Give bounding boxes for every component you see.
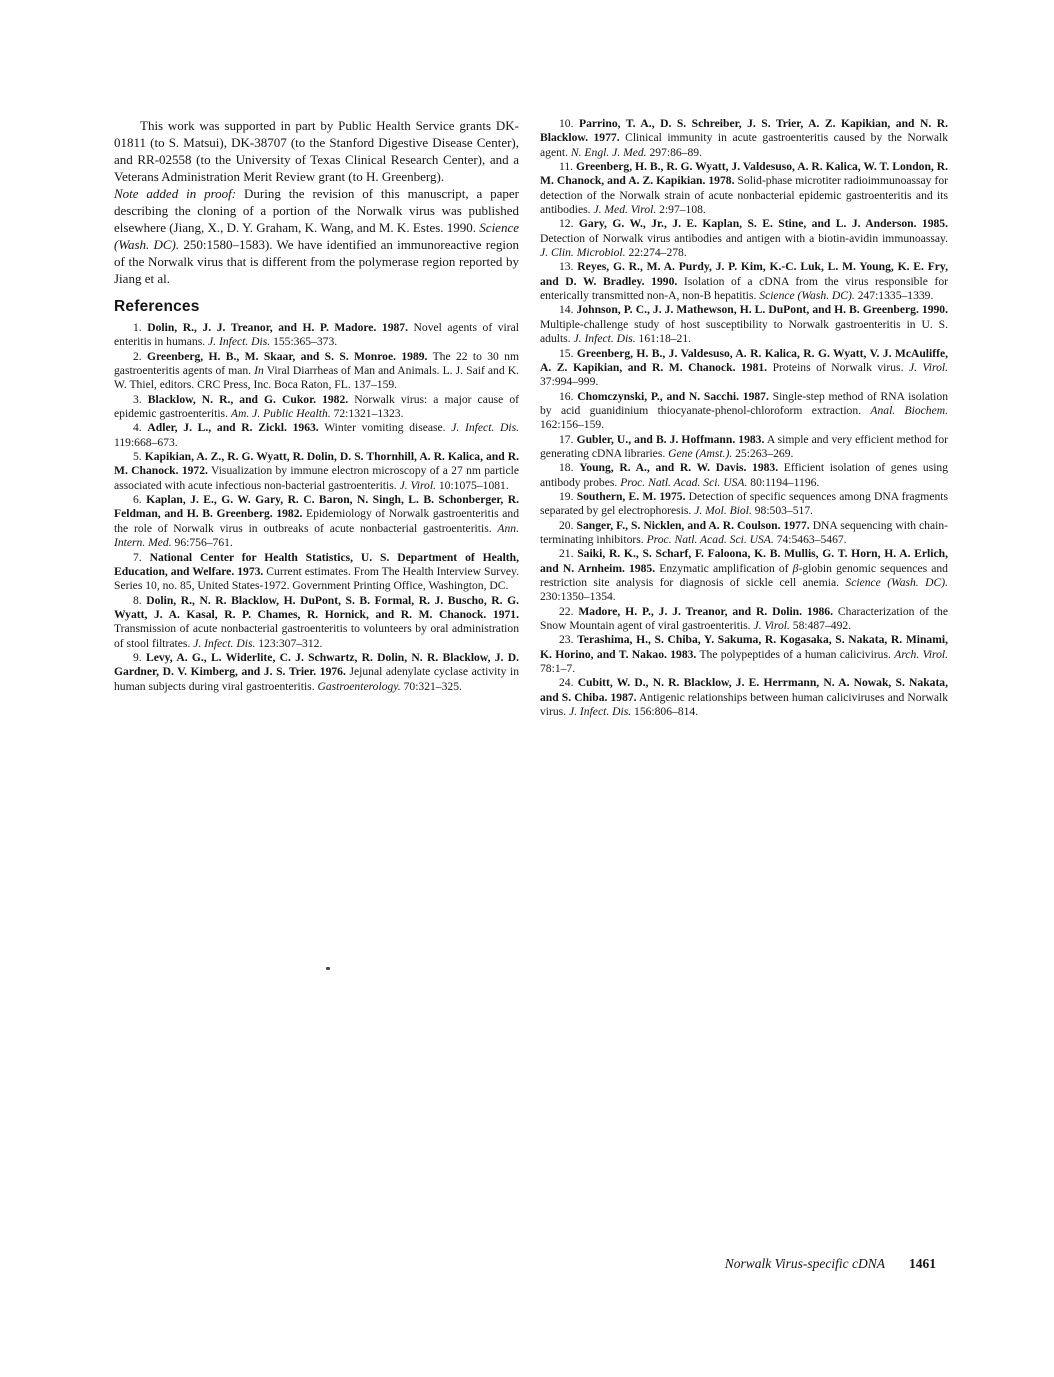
text-segment: 230:1350–1354. <box>540 590 616 604</box>
left-column <box>114 117 519 719</box>
references-list-right <box>540 117 948 719</box>
note-added-in-proof-paragraph <box>114 185 519 287</box>
text-segment: Science (Wash. DC). <box>845 576 948 589</box>
text-segment: Adler, J. L., and R. Zickl. 1963. <box>147 421 319 435</box>
text-segment: J. Infect. Dis. <box>568 705 632 719</box>
text-segment: 155:365–373. <box>270 335 338 349</box>
reference-number: 10. <box>559 117 579 130</box>
text-segment: Proc. Natl. Acad. Sci. USA. <box>620 475 748 489</box>
text-segment: Cubitt, W. D., N. R. Blacklow, J. E. Herrmann, N. A. Nowak, S. Nakata, and S. Chiba. 1987. <box>540 676 949 704</box>
reference-entry <box>540 433 948 462</box>
reference-number: 15. <box>559 346 577 360</box>
text-segment: Transmission of acute nonbacterial gastroenteritis to volunteers by oral administration of stool filtrates. <box>114 622 519 650</box>
text-segment: 70:321–325. <box>400 679 462 693</box>
reference-entry <box>540 390 948 433</box>
text-segment: 161:18–21. <box>635 332 692 346</box>
references-list-left <box>114 321 519 694</box>
reference-entry <box>540 676 948 719</box>
text-segment: Viral Diarrheas of Man and Animals. L. J. Saif and K. W. Thiel, editors. CRC Press, Inc. Boca Raton, FL. 137–159. <box>114 364 519 392</box>
text-segment: Antigenic relationships between human caliciviruses and Norwalk virus. <box>540 690 948 719</box>
text-segment: Enzymatic amplification of <box>655 561 793 575</box>
text-segment: 10:1075–1081. <box>435 478 509 492</box>
reference-entry <box>540 547 948 604</box>
reference-number: 7. <box>133 550 150 564</box>
text-segment: Gary, G. W., Jr., J. E. Kaplan, S. E. Stine, and L. J. Anderson. 1985. <box>578 217 949 231</box>
reference-number: 12. <box>559 217 579 231</box>
text-segment: J. Mol. Biol. <box>694 504 752 518</box>
text-segment: Blacklow, N. R., and G. Cukor. 1982. <box>147 392 349 406</box>
text-segment: Terashima, H., S. Chiba, Y. Sakuma, R. Kogasaka, S. Nakata, R. Minami, K. Horino, and T. Nakao. 1983. <box>540 633 948 661</box>
text-segment: 247:1335–1339. <box>854 289 934 303</box>
reference-number: 8. <box>133 593 147 607</box>
reference-entry <box>114 493 519 550</box>
text-segment: This work was supported in part by Public Health Service grants DK-01811 (to S. Matsui), DK-38707 (to the Stanford Digestive Disease Center), and RR-02558 (to the University of Texas Clinical Research Center), and a Veterans Administration Merit Review grant (to H. Greenberg). <box>114 118 519 184</box>
text-segment: Current estimates. From The Health Interview Survey. Series 10, no. 85, United States-1972. Government Printing Office, Washington, DC. <box>114 564 519 593</box>
text-segment: 78:1–7. <box>540 662 576 676</box>
text-segment: J. Infect. Dis. <box>451 421 520 435</box>
text-segment: -globin genomic sequences and restriction site analysis for diagnosis of sickle cell anemia. <box>540 561 948 589</box>
acknowledgment-paragraph <box>114 117 519 185</box>
reference-number: 18. <box>559 461 580 475</box>
text-segment: In <box>254 364 264 378</box>
reference-entry <box>540 117 948 160</box>
text-segment: 162:156–159. <box>540 418 605 432</box>
text-segment: 22:274–278. <box>625 246 687 260</box>
text-segment: J. Virol. <box>753 619 790 633</box>
page-footer <box>539 1255 948 1272</box>
text-segment: 2:97–108. <box>656 203 706 217</box>
text-segment: 119:668–673. <box>114 435 178 449</box>
reference-number: 5. <box>133 450 145 464</box>
text-segment: National Center for Health Statistics, U. S. Department of Health, Education, and Welfare. 1973. <box>114 550 520 578</box>
reference-entry <box>540 605 948 634</box>
text-segment: Detection of specific sequences among DNA fragments separated by gel electrophoresis. <box>540 489 948 518</box>
text-segment: 25:263–269. <box>732 446 794 460</box>
right-column <box>540 117 948 719</box>
reference-number: 4. <box>133 421 148 435</box>
text-segment: 72:1321–1323. <box>330 407 404 421</box>
text-segment: Epidemiology of Norwalk gastroenteritis and the role of Norwalk virus in outbreaks of acute nonbacterial gastroenteritis. <box>114 507 519 535</box>
text-segment: Greenberg, H. B., J. Valdesuso, A. R. Kalica, R. G. Wyatt, V. J. McAuliffe, A. Z. Kapikian, and R. M. Chanock. 1981. <box>540 346 949 374</box>
text-segment: Jejunal adenylate cyclase activity in human subjects during viral gastroenteritis. <box>114 665 519 693</box>
reference-number: 16. <box>559 389 578 403</box>
text-segment: Johnson, P. C., J. J. Mathewson, H. L. DuPont, and H. B. Greenberg. 1990. <box>576 303 948 317</box>
text-segment: Gubler, U., and B. J. Hoffmann. 1983. <box>576 432 765 446</box>
text-segment: 58:487–492. <box>789 619 852 633</box>
reference-entry <box>114 594 519 651</box>
text-segment: During the revision of this manuscript, a paper describing the cloning of a portion of the Norwalk virus was published elsewhere (Jiang, X., D. Y. Graham, K. Wang, and M. K. Estes. 1990. <box>114 186 520 235</box>
text-segment: Dolin, R., J. J. Treanor, and H. P. Madore. 1987. <box>147 321 408 334</box>
text-segment: 96:756–761. <box>171 536 233 550</box>
text-segment: 80:1194–1196. <box>747 475 820 489</box>
text-segment: Saiki, R. K., S. Scharf, F. Faloona, K. B. Mullis, G. T. Horn, H. A. Erlich, and N. Arnheim. 1985. <box>540 547 948 575</box>
text-segment: Young, R. A., and R. W. Davis. 1983. <box>579 461 779 475</box>
reference-entry <box>540 303 948 346</box>
text-segment: 98:503–517. <box>751 504 814 518</box>
text-segment: Ann. Intern. Med. <box>114 521 519 550</box>
text-segment: Parrino, T. A., D. S. Schreiber, J. S. Trier, A. Z. Kapikian, and N. R. Blacklow. 1977. <box>540 117 948 145</box>
text-segment: 250:1580–1583). We have identified an immunoreactive region of the Norwalk virus that is different from the polymerase region reported by Jiang et al. <box>114 237 519 286</box>
text-segment: Science (Wash. DC). <box>759 289 855 303</box>
reference-entry <box>540 160 948 217</box>
reference-entry <box>114 651 519 694</box>
text-segment: Isolation of a cDNA from the virus responsible for enterically transmitted non-A, non-B hepatitis. <box>540 274 948 303</box>
reference-number: 9. <box>133 650 146 664</box>
text-segment: 156:806–814. <box>631 705 699 719</box>
text-segment: J. Infect. Dis. <box>208 335 271 349</box>
text-segment: Detection of Norwalk virus antibodies and antigen with a biotin-avidin immunoassay. <box>540 231 948 245</box>
text-segment: 74:5463–5467. <box>773 532 847 546</box>
reference-entry <box>114 421 519 450</box>
text-segment: Greenberg, H. B., R. G. Wyatt, J. Valdesuso, A. R. Kalica, W. T. London, R. M. Chanock, and A. Z. Kapikian. 1978. <box>540 160 948 188</box>
text-segment: Single-step method of RNA isolation by acid guanidinium thiocyanate-phenol-chloroform extraction. <box>540 389 948 417</box>
text-segment: Kapikian, A. Z., R. G. Wyatt, R. Dolin, D. S. Thornhill, A. R. Kalica, and R. M. Chanock. 1972. <box>114 450 519 478</box>
text-segment: Multiple-challenge study of host susceptibility to Norwalk gastroenteritis in U. S. adults. <box>540 317 948 346</box>
text-segment: Proteins of Norwalk virus. <box>767 360 909 374</box>
reference-entry <box>540 633 948 676</box>
text-segment: J. Virol. <box>399 478 436 492</box>
text-segment: Madore, H. P., J. J. Treanor, and R. Dolin. 1986. <box>578 604 833 618</box>
text-segment: J. Infect. Dis. <box>193 636 256 650</box>
page-number: 1461 <box>909 1256 936 1271</box>
reference-entry <box>540 260 948 303</box>
text-segment: Science (Wash. DC). <box>114 220 519 252</box>
text-segment: Southern, E. M. 1975. <box>576 489 686 503</box>
text-segment: Am. J. Public Health. <box>230 407 331 421</box>
reference-entry <box>540 490 948 519</box>
text-segment: 123:307–312. <box>255 636 323 650</box>
reference-number: 24. <box>559 676 578 690</box>
reference-entry <box>114 393 519 422</box>
reference-entry <box>114 350 519 393</box>
reference-number: 11. <box>559 160 576 174</box>
reference-number: 6. <box>133 493 147 507</box>
reference-entry <box>540 217 948 260</box>
text-segment: Norwalk virus: a major cause of epidemic gastroenteritis. <box>114 392 520 421</box>
text-segment: Levy, A. G., L. Widerlite, C. J. Schwartz, R. Dolin, N. R. Blacklow, J. D. Gardner, D. V. Kimberg, and J. S. Trier. 1976. <box>114 650 519 679</box>
text-segment: J. Virol. <box>908 360 948 374</box>
text-segment: Kaplan, J. E., G. W. Gary, R. C. Baron, N. Singh, L. B. Schonberger, R. Feldman, and H. B. Greenberg. 1982. <box>114 493 520 521</box>
text-segment: Efficient isolation of genes using antibody probes. <box>540 461 949 489</box>
reference-entry <box>540 347 948 390</box>
text-segment: Dolin, R., N. R. Blacklow, H. DuPont, S. B. Formal, R. J. Buscho, R. G. Wyatt, J. A. Kasal, R. P. Chames, R. Hornick, and R. M. Chanock. 1971. <box>114 593 520 621</box>
text-segment: β <box>792 561 799 575</box>
reference-entry <box>114 450 519 493</box>
text-segment: Chomczynski, P., and N. Sacchi. 1987. <box>577 389 769 403</box>
reference-number: 23. <box>559 633 578 647</box>
text-segment: Solid-phase microtiter radioimmunoassay for detection of the Norwalk strain of acute nonbacterial epidemic gastroenteritis and its antibodies. <box>540 174 948 217</box>
text-segment: Clinical immunity in acute gastroenteritis caused by the Norwalk agent. <box>540 131 948 159</box>
reference-number: 19. <box>559 489 577 503</box>
reference-number: 2. <box>133 349 148 363</box>
text-segment: Winter vomiting disease. <box>318 421 452 435</box>
text-segment: N. Engl. J. Med. <box>570 145 647 159</box>
text-segment: Reyes, G. R., M. A. Purdy, J. P. Kim, K.-C. Luk, L. M. Young, K. E. Fry, and D. W. Bradley. 1990. <box>540 260 948 288</box>
references-heading: References <box>114 298 200 315</box>
text-segment: Gastroenterology. <box>317 679 401 693</box>
reference-number: 17. <box>559 432 577 446</box>
text-segment: Anal. Biochem. <box>870 403 948 417</box>
text-segment: Arch. Virol. <box>894 647 949 661</box>
text-segment: The 22 to 30 nm gastroenteritis agents of man. <box>114 349 519 378</box>
running-title: Norwalk Virus-specific cDNA <box>724 1256 885 1271</box>
reference-number: 22. <box>559 604 579 618</box>
reference-number: 3. <box>133 392 148 406</box>
text-segment: DNA sequencing with chain-terminating inhibitors. <box>540 518 949 546</box>
text-segment: Visualization by immune electron microscopy of a 27 nm particle associated with acute infectious non-bacterial gastroenteritis. <box>114 464 519 492</box>
text-segment: Proc. Natl. Acad. Sci. USA. <box>646 532 774 546</box>
stray-mark <box>326 967 330 970</box>
text-segment: A simple and very efficient method for generating cDNA libraries. <box>540 432 949 460</box>
reference-number: 13. <box>559 260 578 274</box>
text-segment: Note added in proof: <box>114 186 237 201</box>
reference-entry <box>114 321 519 350</box>
reference-number: 21. <box>559 547 578 561</box>
text-segment: Greenberg, H. B., M. Skaar, and S. S. Monroe. 1989. <box>147 349 428 363</box>
text-segment: Characterization of the Snow Mountain agent of viral gastroenteritis. <box>540 604 948 633</box>
text-segment: Gene (Amst.). <box>668 446 733 460</box>
text-segment: Sanger, F., S. Nicklen, and A. R. Coulson. 1977. <box>576 518 810 532</box>
reference-entry <box>114 551 519 594</box>
reference-number: 20. <box>559 518 577 532</box>
reference-entry <box>540 519 948 548</box>
text-segment: The polypeptides of a human calicivirus. <box>696 647 895 661</box>
text-segment: J. Med. Virol. <box>593 203 657 217</box>
text-segment: J. Infect. Dis. <box>573 332 636 346</box>
reference-entry <box>540 461 948 490</box>
text-segment: 37:994–999. <box>540 375 599 389</box>
text-segment: J. Clin. Microbiol. <box>540 246 626 260</box>
text-segment: Novel agents of viral enteritis in humans. <box>114 321 520 349</box>
reference-number: 14. <box>559 303 577 317</box>
text-segment: 297:86–89. <box>646 145 702 159</box>
reference-number: 1. <box>133 321 148 334</box>
two-column-text <box>114 117 948 719</box>
